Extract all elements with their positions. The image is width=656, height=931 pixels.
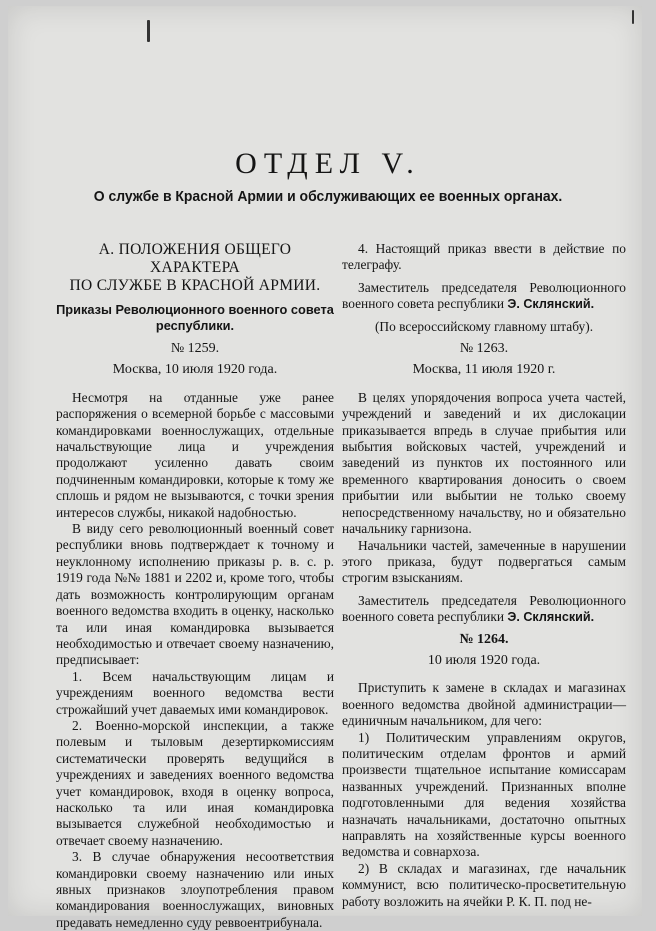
paragraph: В целях упорядочения вопроса учета частей, учреждений и заведений и их дислокации приказывается впредь в случае прибытия или выбытия войсковых частей, учреждений и заведений из пунктов их постоянного или временного квартирования доносить о своем прибытии или выбытии не только своему непосредственному начальству, но и обязательно начальнику гарнизона.: [342, 389, 626, 537]
section-title: ОТДЕЛ V.: [235, 147, 421, 180]
ink-mark: [632, 10, 634, 24]
paragraph: 3. В случае обнаружения несоответствия командировки своему назначению или иных явных признаков злоупотребления правом командирования военнослужащих, виновных предавать немедленно суду реввоентрибунала.: [56, 849, 334, 930]
paragraph: 2) В складах и магазинах, где начальник коммунист, всю политическо-просветительную работу возложить на ячейки Р. К. П. под не-: [342, 860, 626, 909]
paragraph: Начальники частей, замеченные в нарушении этого приказа, будут подвергаться самым строгим взысканиям.: [342, 537, 626, 586]
source-note: (По всероссийскому главному штабу).: [374, 318, 594, 334]
paragraph: Приступить к замене в складах и магазинах военного ведомства двойной администрации— единичным начальником, для чего:: [342, 680, 626, 729]
paragraph: В виду сего революционный военный совет республики вновь подтверждает к точному и неуклонному исполнению приказы р. в. с. р. 1919 года №№ 1881 и 2202 и, кроме того, чтобы дать возможность контролирующим органам военного ведомства входить в оценку, насколько та или иная командировка вызывается необходимостью и отвечает своему назначению, предписывает:: [56, 521, 334, 668]
left-column: [56, 241, 334, 931]
order-date: Москва, 11 июля 1920 г.: [412, 362, 556, 378]
order-number: № 1259.: [170, 341, 220, 356]
part-heading: [56, 241, 334, 295]
paragraph: Несмотря на отданные уже ранее распоряжения о всемерной борьбе с массовыми командировками военнослужащих, отдельные начальствующие лица и учреждения продолжают усиленно давать своим подчиненным командировки, которые к тому же сплошь и рядом не вызываются, с точки зрения интересов службы, никакой надобностью.: [56, 389, 334, 520]
order-date: 10 июля 1920 года.: [427, 652, 541, 668]
order-date: Москва, 10 июля 1920 года.: [112, 362, 278, 378]
signature: [342, 593, 626, 626]
paragraph: 1) Политическим управлениям округов, политическим отделам фронтов и армий произвести тщательное испытание комиссарам названных учреждений. Признанных вполне подготовленными для ведения хозяйства назначать начальниками, достаточно опытных направлять на хозяйственные курсы военного ведомства и совнархоза.: [342, 729, 626, 860]
paragraph: 4. Настоящий приказ ввести в действие по телеграфу.: [342, 241, 626, 273]
ink-mark: [147, 20, 150, 42]
order-number: № 1264.: [459, 631, 509, 647]
signature-text: Заместитель председателя Революционного военного совета республики: [342, 279, 626, 312]
right-column: [342, 241, 626, 910]
part-heading-line-2: ПО СЛУЖБЕ В КРАСНОЙ АРМИИ.: [69, 277, 321, 294]
section-subtitle: О службе в Красной Армии и обслуживающих ее военных органах.: [93, 188, 563, 205]
paragraph: 2. Военно-морской инспекции, а также полевым и тыловым дезертиркомиссиям систематически проверять ведущийся в учреждениях и заведениях военного ведомства учет командировок, входя в оценку вопроса, насколько та или иная командировка вызывается служебной необходимостью и отвечает своему назначению.: [56, 717, 334, 848]
signature-name: Э. Склянский.: [507, 610, 595, 625]
part-heading-line-1: А. ПОЛОЖЕНИЯ ОБЩЕГО ХАРАКТЕРА: [98, 241, 292, 276]
signature: [342, 280, 626, 313]
paragraph: 1. Всем начальствующим лицам и учреждениям военного ведомства вести строжайший учет даваемых ими командировок.: [56, 668, 334, 717]
signature-text: Заместитель председателя Революционного военного совета республики: [342, 592, 626, 625]
order-number: № 1263.: [459, 341, 509, 357]
orders-heading: Приказы Революционного военного совета республики.: [56, 302, 334, 333]
signature-name: Э. Склянский.: [507, 297, 595, 312]
